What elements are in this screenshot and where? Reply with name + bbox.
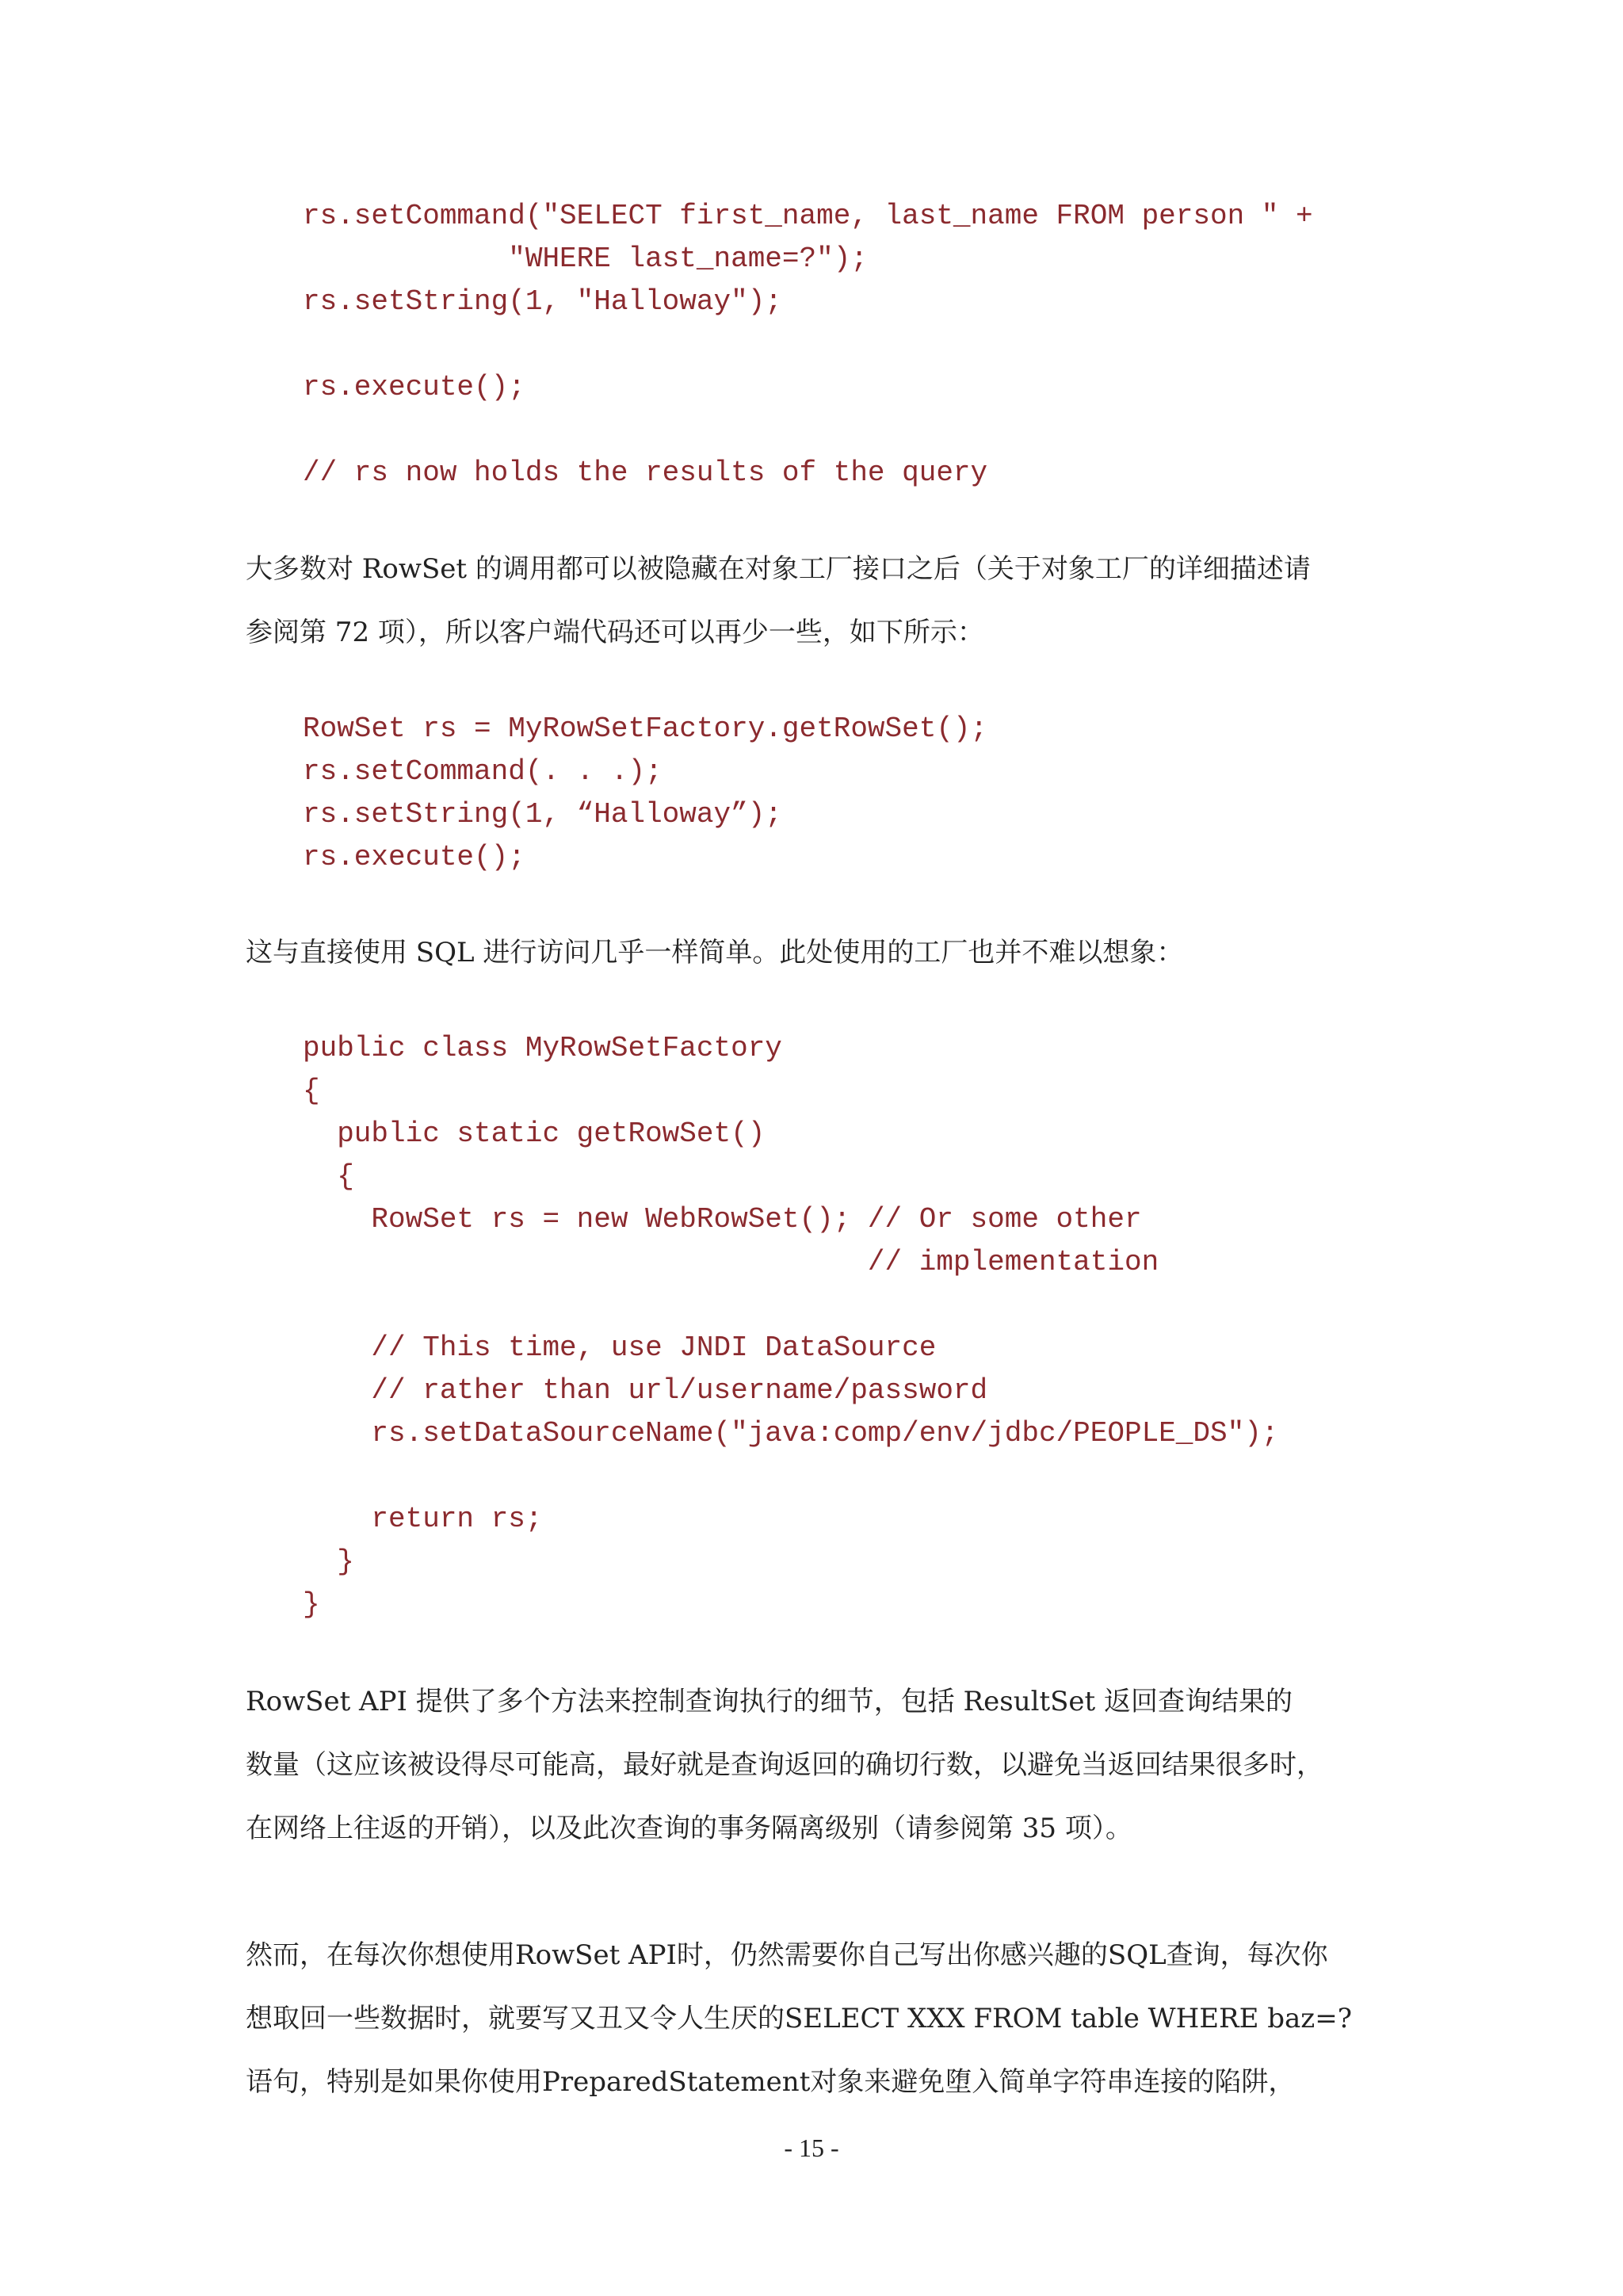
code-line: rs.setString(1, “Halloway”); <box>303 798 782 831</box>
code-line <box>303 1284 1587 1327</box>
code-line: rs.setCommand("SELECT first_name, last_name FROM person " + <box>303 200 1313 232</box>
code-line: public static getRowSet() <box>303 1117 766 1150</box>
paragraph-line: 然而，在每次你想使用RowSet API时，仍然需要你自己写出你感兴趣的SQL查询，每次你 <box>246 1939 1328 1971</box>
code-line: rs.setString(1, "Halloway"); <box>303 285 782 318</box>
paragraph-2 <box>246 921 1387 984</box>
paragraph-line: 想取回一些数据时，就要写又丑又令人生厌的SELECT XXX FROM table WHERE baz=? <box>246 2003 1352 2034</box>
code-block-1 <box>303 195 1587 495</box>
page-number: - 15 - <box>784 2134 839 2162</box>
code-line <box>303 323 1587 366</box>
code-line: // implementation <box>303 1246 1159 1278</box>
code-line: } <box>303 1588 320 1621</box>
code-line: rs.setDataSourceName("java:comp/env/jdbc/PEOPLE_DS"); <box>303 1417 1279 1450</box>
paragraph-4 <box>246 1924 1387 2114</box>
code-line: } <box>303 1545 354 1578</box>
code-line: public class MyRowSetFactory <box>303 1032 782 1064</box>
code-line: RowSet rs = MyRowSetFactory.getRowSet(); <box>303 712 988 745</box>
code-line: rs.execute(); <box>303 841 525 873</box>
paragraph-line: 参阅第 72 项），所以客户端代码还可以再少一些，如下所示： <box>246 617 984 648</box>
code-line: return rs; <box>303 1503 543 1535</box>
paragraph-line: 大多数对 RowSet 的调用都可以被隐藏在对象工厂接口之后（关于对象工厂的详细描述请 <box>246 553 1311 585</box>
code-line: RowSet rs = new WebRowSet(); // Or some other <box>303 1203 1142 1236</box>
code-line: // rs now holds the results of the query <box>303 457 988 489</box>
paragraph-3 <box>246 1670 1387 1860</box>
code-line: rs.execute(); <box>303 371 525 403</box>
code-line: "WHERE last_name=?"); <box>303 243 868 275</box>
code-line <box>303 1455 1587 1498</box>
paragraph-line: 这与直接使用 SQL 进行访问几乎一样简单。此处使用的工厂也并不难以想象： <box>246 937 1184 968</box>
code-line: { <box>303 1075 320 1107</box>
paragraph-line: RowSet API 提供了多个方法来控制查询执行的细节，包括 ResultSet 返回查询结果的 <box>246 1686 1293 1717</box>
code-line <box>303 409 1587 452</box>
paragraph-line: 语句，特别是如果你使用PreparedStatement对象来避免堕入简单字符串连接的陷阱， <box>246 2066 1296 2098</box>
code-block-3 <box>303 1027 1587 1626</box>
code-line: { <box>303 1160 354 1193</box>
paragraph-1 <box>246 537 1387 664</box>
paragraph-line: 数量（这应该被设得尽可能高，最好就是查询返回的确切行数，以避免当返回结果很多时， <box>246 1749 1323 1781</box>
paragraph-line: 在网络上往返的开销），以及此次查询的事务隔离级别（请参阅第 35 项）。 <box>246 1813 1132 1844</box>
code-block-2 <box>303 708 1587 879</box>
code-line: rs.setCommand(. . .); <box>303 755 663 788</box>
code-line: // This time, use JNDI DataSource <box>303 1331 937 1364</box>
code-line: // rather than url/username/password <box>303 1374 988 1407</box>
